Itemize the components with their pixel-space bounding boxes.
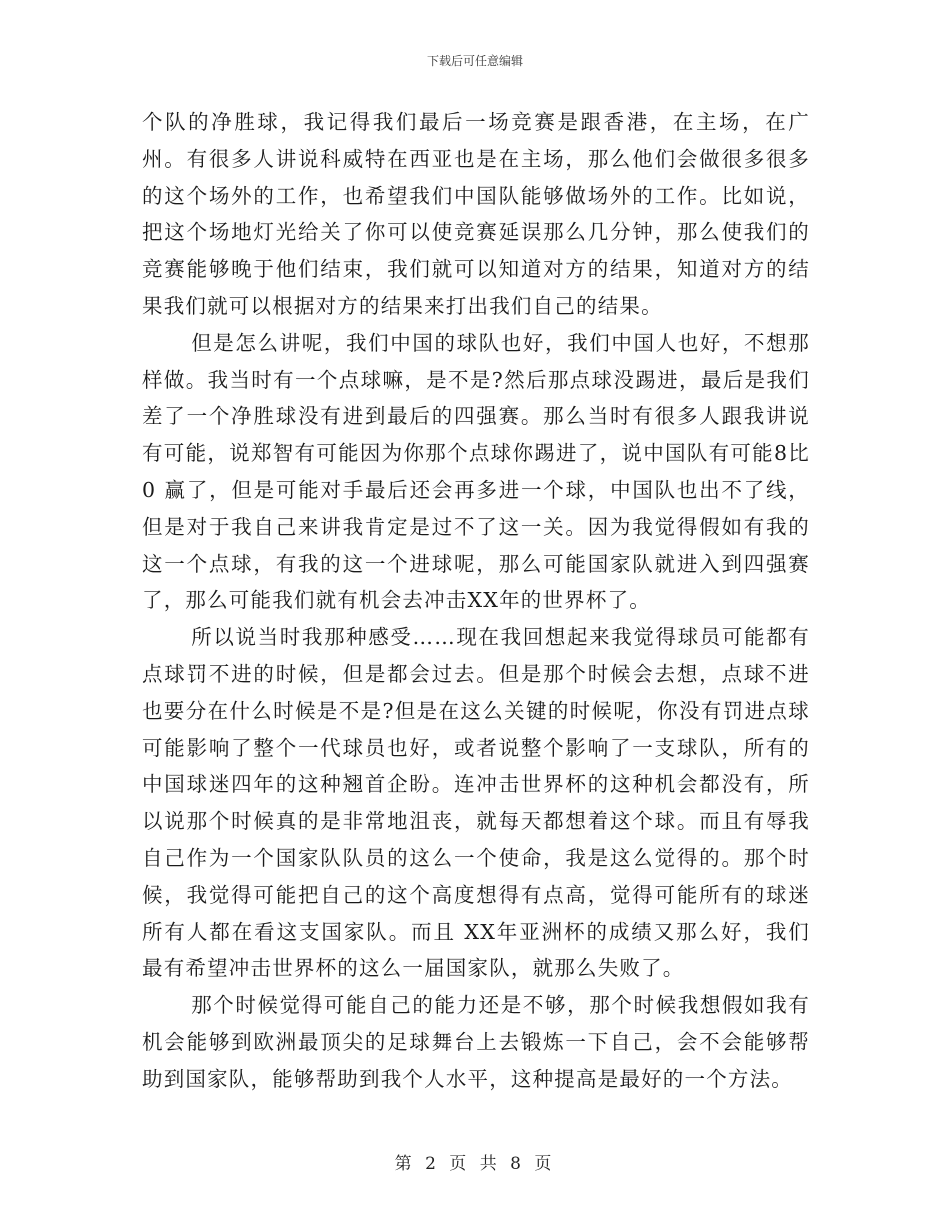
document-body	[142, 104, 810, 1098]
paragraph-2: 但是怎么讲呢，我们中国的球队也好，我们中国人也好，不想那样做。我当时有一个点球嘛，是不是?然后那点球没踢进，最后是我们差了一个净胜球没有进到最后的四强赛。那么当时有很多人跟我讲说有可能，说郑智有可能因为你那个点球你踢进了，说中国队有可能8比0 赢了，但是可能对手最后还会再多进一个球，中国队也出不了线，但是对于我自己来讲我肯定是过不了这一关。因为我觉得假如有我的这一个点球，有我的这一个进球呢，那么可能国家队就进入到四强赛了，那么可能我们就有机会去冲击XX年的世界杯了。	[142, 330, 810, 613]
paragraph-3: 所以说当时我那种感受……现在我回想起来我觉得球员可能都有点球罚不进的时候，但是都会过去。但是那个时候会去想，点球不进也要分在什么时候是不是?但是在这么关键的时候呢，你没有罚进点球可能影响了整个一代球员也好，或者说整个影响了一支球队，所有的中国球迷四年的这种翘首企盼。连冲击世界杯的这种机会都没有，所以说那个时候真的是非常地沮丧，就每天都想着这个球。而且有辱我自己作为一个国家队队员的这么一个使命，我是这么觉得的。那个时候，我觉得可能把自己的这个高度想得有点高，觉得可能所有的球迷所有人都在看这支国家队。而且 XX年亚洲杯的成绩又那么好，我们最有希望冲击世界杯的这么一届国家队，就那么失败了。	[142, 625, 810, 981]
paragraph-1: 个队的净胜球，我记得我们最后一场竞赛是跟香港，在主场，在广州。有很多人讲说科威特在西亚也是在主场，那么他们会做很多很多的这个场外的工作，也希望我们中国队能够做场外的工作。比如说，把这个场地灯光给关了你可以使竞赛延误那么几分钟，那么使我们的竞赛能够晚于他们结束，我们就可以知道对方的结果，知道对方的结果我们就可以根据对方的结果来打出我们自己的结果。	[142, 110, 810, 318]
page-header: 下载后可任意编辑	[426, 54, 523, 68]
page-number-footer: 第 2 页 共 8 页	[394, 1154, 556, 1174]
paragraph-4: 那个时候觉得可能自己的能力还是不够，那个时候我想假如我有机会能够到欧洲最顶尖的足球舞台上去锻炼一下自己，会不会能够帮助到国家队，能够帮助到我个人水平，这种提高是最好的一个方法。	[142, 993, 810, 1091]
